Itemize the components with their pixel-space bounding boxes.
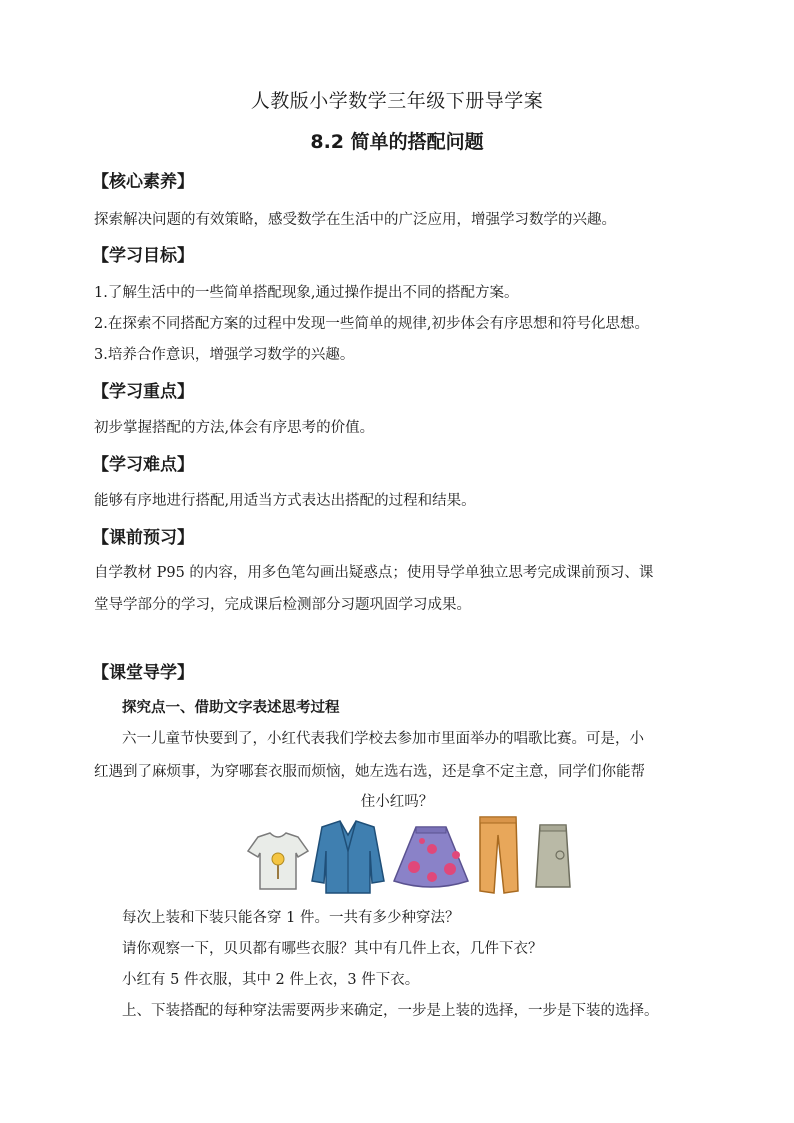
goal-item-1: 1.了解生活中的一些简单搭配现象,通过操作提出不同的搭配方案。 [94, 285, 519, 301]
explore-point-1: 探究点一、借助文字表述思考过程 [122, 700, 340, 716]
goal-item-3: 3.培养合作意识，增强学习数学的兴趣。 [94, 347, 355, 363]
story-line-1: 六一儿童节快要到了，小红代表我们学校去参加市里面举办的唱歌比赛。可是，小 [122, 731, 644, 747]
lesson-title: 8.2 简单的搭配问题 [310, 131, 484, 153]
story-line-2: 红遇到了麻烦事，为穿哪套衣服而烦恼，她左选右选，还是拿不定主意，同学们你能帮 [94, 764, 645, 780]
question-line-1: 每次上装和下装只能各穿 1 件。一共有多少种穿法？ [122, 910, 460, 926]
gray-skirt-image [536, 825, 570, 887]
question-line-2: 请你观察一下，贝贝都有哪些衣服？其中有几件上衣，几件下衣？ [122, 941, 543, 957]
pants-image [480, 817, 518, 893]
preview-line-1: 自学教材 P95 的内容，用多色笔勾画出疑惑点；使用导学单独立思考完成课前预习、课 [94, 565, 654, 581]
heading-guide: 【课堂导学】 [92, 663, 194, 683]
question-line-4: 上、下装搭配的每种穿法需要两步来确定，一步是上装的选择，一步是下装的选择。 [122, 1003, 659, 1019]
goal-item-2: 2.在探索不同搭配方案的过程中发现一些简单的规律,初步体会有序思想和符号化思想。 [94, 316, 649, 332]
difficulty-text: 能够有序地进行搭配,用适当方式表达出搭配的过程和结果。 [94, 493, 476, 509]
key-text: 初步掌握搭配的方法,体会有序思考的价值。 [94, 420, 375, 436]
heading-difficulty: 【学习难点】 [92, 455, 194, 475]
preview-line-2: 堂导学部分的学习，完成课后检测部分习题巩固学习成果。 [94, 597, 471, 613]
core-text: 探索解决问题的有效策略，感受数学在生活中的广泛应用，增强学习数学的兴趣。 [94, 212, 616, 228]
heading-goals: 【学习目标】 [92, 246, 194, 266]
document-title: 人教版小学数学三年级下册导学案 [250, 90, 544, 112]
clothes-illustration [240, 815, 580, 895]
question-line-3: 小红有 5 件衣服，其中 2 件上衣，3 件下衣。 [122, 972, 420, 988]
heading-preview: 【课前预习】 [92, 528, 194, 548]
heading-key: 【学习重点】 [92, 382, 194, 402]
story-line-3: 住小红吗？ [360, 794, 434, 810]
tshirt-image [248, 833, 308, 889]
heading-core: 【核心素养】 [92, 172, 194, 192]
jacket-image [312, 821, 384, 893]
polka-skirt-image [394, 827, 468, 887]
